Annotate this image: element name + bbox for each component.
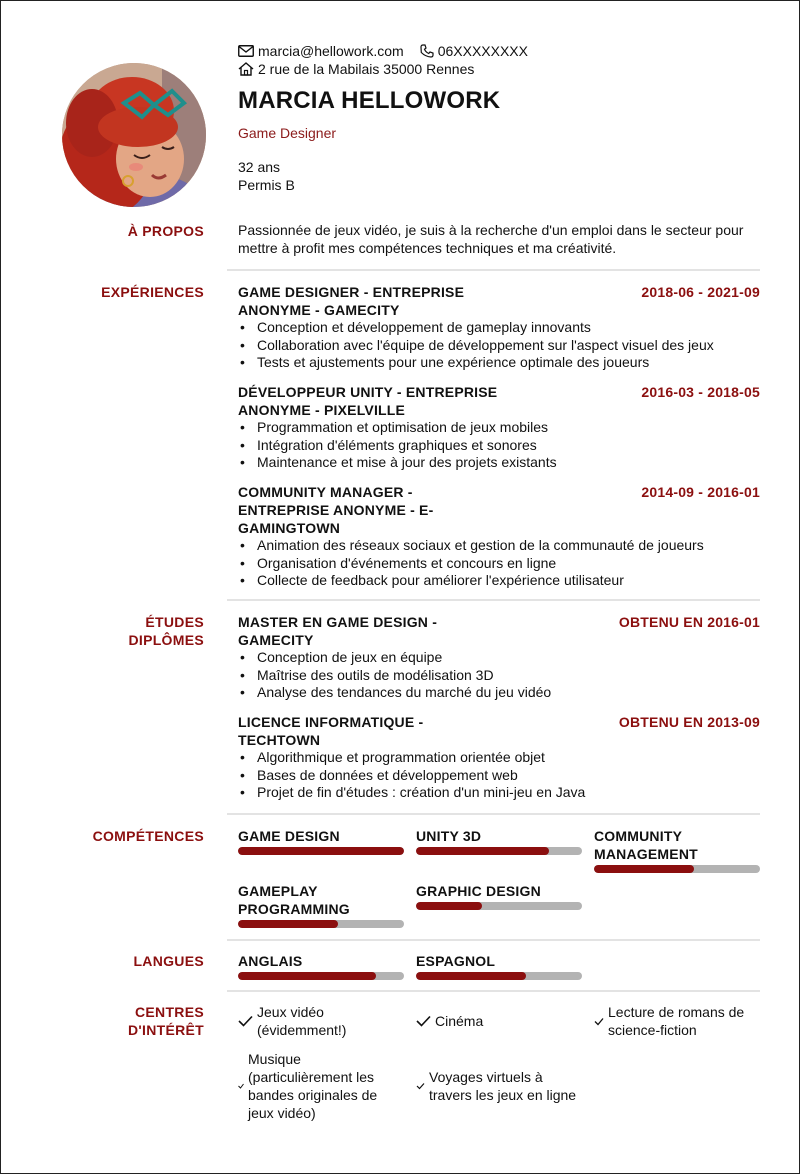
language-bar: [238, 972, 404, 980]
bullet-item: • Conception et développement de gameplay innovants: [238, 319, 760, 337]
interest-text: [257, 1003, 346, 1039]
interest-line: Musique: [248, 1051, 301, 1067]
section-label-languages: LANGUES: [133, 953, 204, 969]
language-bar-fill: [416, 972, 526, 980]
interest-line: Jeux vidéo: [257, 1004, 324, 1020]
education-bullets: [238, 749, 760, 802]
education-title-line: TECHTOWN: [238, 732, 321, 748]
section-divider: [227, 269, 760, 271]
experience-title-line: GAMINGTOWN: [238, 520, 341, 536]
skill-bar: [238, 847, 404, 855]
skill-item: [594, 827, 760, 873]
address-text: 2 rue de la Mabilais 35000 Rennes: [258, 60, 475, 77]
bullet-item: • Organisation d'événements et concours en ligne: [238, 555, 760, 573]
skill-item: [416, 882, 582, 910]
interest-item: [594, 1003, 744, 1039]
skill-bar: [238, 920, 404, 928]
skill-name-line: UNITY 3D: [416, 828, 482, 844]
section-label-experiences: EXPÉRIENCES: [101, 284, 204, 300]
experience-title-line: ANONYME - PIXELVILLE: [238, 402, 406, 418]
section-divider: [227, 599, 760, 601]
experience-entry: [238, 483, 760, 590]
language-name: ESPAGNOL: [416, 953, 496, 969]
interest-text: [429, 1068, 576, 1104]
interest-line: (particulièrement les: [248, 1069, 375, 1085]
skill-bar-fill: [416, 847, 549, 855]
education-entry: [238, 713, 760, 802]
language-bar: [416, 972, 582, 980]
section-divider: [227, 813, 760, 815]
bullet-item: • Analyse des tendances du marché du jeu vidéo: [238, 684, 760, 702]
skill-name: [238, 827, 404, 845]
skill-name-line: MANAGEMENT: [594, 846, 698, 862]
interest-line: (évidemment!): [257, 1022, 347, 1038]
bullet-item: • Animation des réseaux sociaux et gestion de la communauté de joueurs: [238, 537, 760, 555]
interest-line: science-fiction: [608, 1022, 697, 1038]
mail-icon: [238, 45, 254, 57]
education-date: OBTENU EN 2013-09: [618, 714, 760, 730]
email-item[interactable]: [238, 43, 404, 60]
phone-text: 06XXXXXXXX: [437, 42, 528, 59]
language-bar-fill: [238, 972, 376, 980]
section-divider: [227, 990, 760, 992]
interest-text: [248, 1050, 377, 1122]
section-label-line: ÉTUDES: [145, 614, 204, 630]
experience-date: 2014-09 - 2016-01: [641, 484, 760, 500]
experience-date: 2018-06 - 2021-09: [641, 284, 760, 300]
bullet-item: • Projet de fin d'études : création d'un mini-jeu en Java: [238, 784, 760, 802]
phone-item[interactable]: [420, 43, 528, 60]
home-icon: [238, 62, 254, 76]
section-label-interests: [128, 1003, 204, 1039]
check-icon: [594, 1017, 604, 1026]
contact-block: [238, 42, 544, 78]
skill-name-line: GRAPHIC DESIGN: [416, 883, 541, 899]
about-line: mettre à profit mes compétences techniques et ma créativité.: [238, 239, 617, 256]
bullet-item: • Maîtrise des outils de modélisation 3D: [238, 667, 760, 685]
phone-icon: [420, 44, 434, 58]
interest-text: [608, 1003, 744, 1039]
bullet-item: • Algorithmique et programmation orientée objet: [238, 749, 760, 767]
license-text: Permis B: [238, 177, 295, 193]
check-icon: [238, 1083, 244, 1089]
interest-line: bandes originales de: [248, 1087, 378, 1103]
experience-title-line: ANONYME - GAMECITY: [238, 302, 400, 318]
experience-title-line: ENTREPRISE ANONYME - E-: [238, 502, 434, 518]
experience-title-line: DÉVELOPPEUR UNITY - ENTREPRISE: [238, 384, 498, 400]
skill-name: [416, 882, 582, 900]
interest-line: Voyages virtuels à: [429, 1069, 543, 1085]
bullet-item: • Intégration d'éléments graphiques et sonores: [238, 437, 760, 455]
section-divider: [227, 939, 760, 941]
experience-entry: [238, 283, 760, 383]
skill-name-line: COMMUNITY: [594, 828, 683, 844]
skill-item: [238, 827, 404, 855]
bullet-item: • Collecte de feedback pour améliorer l'expérience utilisateur: [238, 572, 760, 590]
age-text: 32 ans: [238, 159, 281, 175]
education-entry: [238, 613, 760, 713]
bullet-item: • Tests et ajustements pour une expérience optimale des joueurs: [238, 354, 760, 372]
skill-bar-fill: [594, 865, 694, 873]
candidate-name: MARCIA HELLOWORK: [238, 87, 501, 114]
experience-title-line: COMMUNITY MANAGER -: [238, 484, 413, 500]
interest-item: [238, 1003, 346, 1039]
experience-entry: [238, 383, 760, 483]
language-item: [238, 952, 404, 980]
bullet-item: • Collaboration avec l'équipe de développement sur l'aspect visuel des jeux: [238, 337, 760, 355]
skill-bar-fill: [416, 902, 482, 910]
interest-line: travers les jeux en ligne: [429, 1087, 577, 1103]
education-title-line: MASTER EN GAME DESIGN -: [238, 614, 438, 630]
skill-bar: [594, 865, 760, 873]
check-icon: [238, 1015, 253, 1027]
skill-bar-fill: [238, 920, 338, 928]
skill-bar: [416, 902, 582, 910]
skill-item: [238, 882, 404, 928]
interest-item: [238, 1050, 377, 1122]
personal-info: [238, 158, 295, 194]
interest-text: [435, 1012, 483, 1030]
address-item: [238, 61, 474, 78]
bullet-item: • Conception de jeux en équipe: [238, 649, 760, 667]
email-text: marcia@hellowork.com: [258, 42, 404, 59]
experience-bullets: [238, 537, 760, 590]
bullet-item: • Programmation et optimisation de jeux mobiles: [238, 419, 760, 437]
education-bullets: [238, 649, 760, 702]
about-text: [238, 222, 760, 257]
education-date: OBTENU EN 2016-01: [618, 614, 760, 630]
section-label-line: D'INTÉRÊT: [127, 1022, 204, 1038]
section-label-education: [128, 613, 204, 649]
bullet-item: • Maintenance et mise à jour des projets existants: [238, 454, 760, 472]
bullet-item: • Bases de données et développement web: [238, 767, 760, 785]
skill-name-line: GAMEPLAY: [238, 883, 318, 899]
skill-item: [416, 827, 582, 855]
interest-item: [416, 1012, 483, 1030]
experience-date: 2016-03 - 2018-05: [641, 384, 760, 400]
interest-line: jeux vidéo): [248, 1105, 316, 1121]
check-icon: [416, 1082, 425, 1090]
education-title-line: LICENCE INFORMATIQUE -: [238, 714, 424, 730]
profile-photo: [62, 63, 206, 207]
language-item: [416, 952, 582, 980]
experience-bullets: [238, 419, 760, 472]
skill-name: [238, 882, 404, 918]
skill-name: [594, 827, 760, 863]
education-title-line: GAMECITY: [238, 632, 314, 648]
experiences-list: [238, 283, 760, 590]
skill-name-line: GAME DESIGN: [238, 828, 340, 844]
skill-bar-fill: [238, 847, 404, 855]
skill-name-line: PROGRAMMING: [238, 901, 350, 917]
section-label-line: DIPLÔMES: [128, 632, 204, 648]
experience-title-line: GAME DESIGNER - ENTREPRISE: [238, 284, 465, 300]
skill-bar: [416, 847, 582, 855]
experience-bullets: [238, 319, 760, 372]
section-label-line: CENTRES: [135, 1004, 204, 1020]
section-label-skills: COMPÉTENCES: [92, 828, 204, 844]
education-list: [238, 613, 760, 802]
interest-line: Cinéma: [435, 1013, 484, 1029]
section-label-about: À PROPOS: [127, 223, 204, 239]
about-line: Passionnée de jeux vidéo, je suis à la recherche d'un emploi dans le secteur pour: [238, 222, 744, 238]
interest-line: Lecture de romans de: [608, 1004, 745, 1020]
check-icon: [416, 1015, 431, 1027]
job-title: Game Designer: [238, 125, 337, 141]
interest-item: [416, 1068, 576, 1104]
skill-name: [416, 827, 582, 845]
language-name: ANGLAIS: [238, 953, 303, 969]
